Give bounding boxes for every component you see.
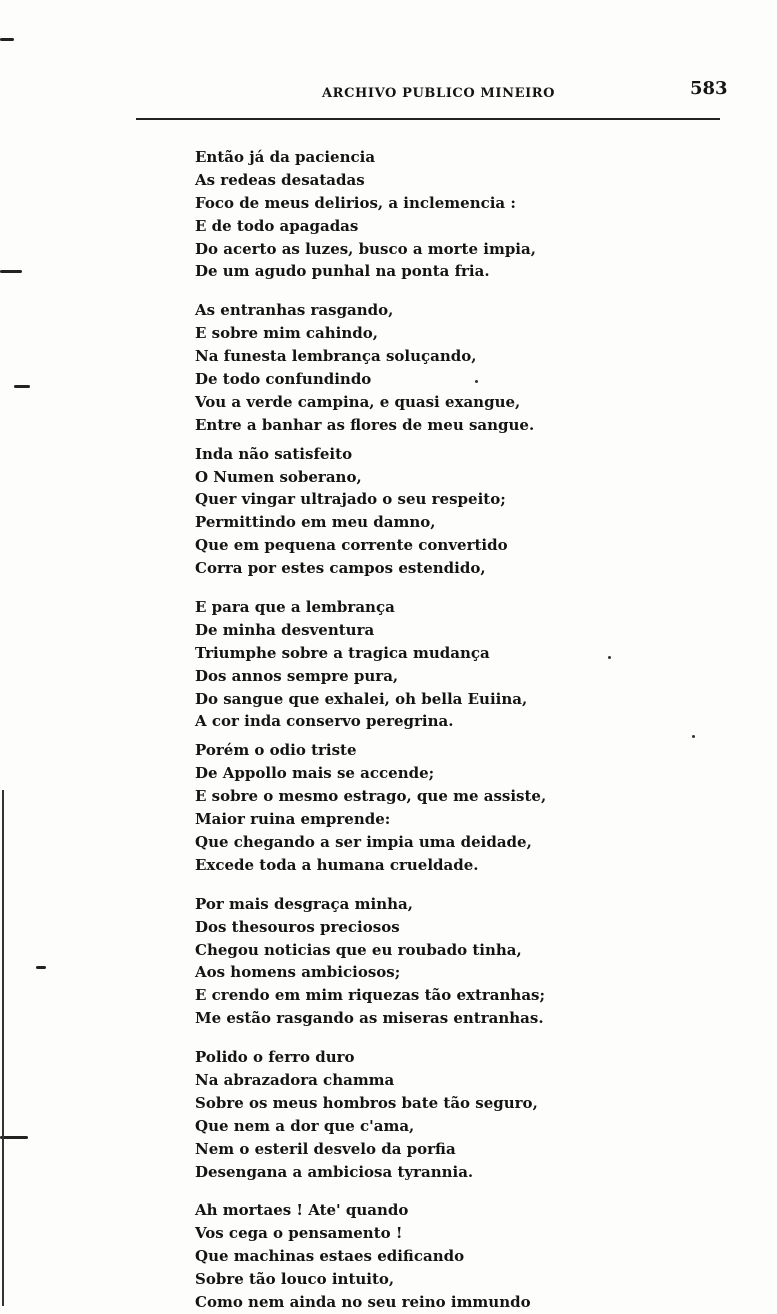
margin-artifact xyxy=(0,1136,28,1139)
verse-line: Na funesta lembrança soluçando, xyxy=(195,347,477,366)
verse-line: Então já da paciencia xyxy=(195,148,376,166)
verse-line: E sobre mim cahindo, xyxy=(195,324,379,343)
verse-line: Entre a banhar as flores de meu sangue. xyxy=(195,415,535,434)
stanza xyxy=(195,596,735,733)
verse-line: Que chegando a ser impia uma deidade, xyxy=(195,832,532,851)
verse-line: Que machinas estaes edificando xyxy=(195,1247,465,1266)
margin-artifact xyxy=(0,270,22,273)
verse-line: Porém o odio triste xyxy=(195,741,357,760)
verse-line: Me estão rasgando as miseras entranhas. xyxy=(195,1009,544,1028)
verse-line: Na abrazadora chamma xyxy=(195,1070,395,1089)
stanza xyxy=(195,146,735,283)
verse-line: De minha desventura xyxy=(195,620,375,639)
verse-line: Desengana a ambiciosa tyrannia. xyxy=(195,1162,474,1181)
verse-line: Do acerto as luzes, busco a morte impia, xyxy=(195,239,536,258)
verse-line: Sobre os meus hombros bate tão seguro, xyxy=(195,1093,538,1112)
stanza xyxy=(195,1046,735,1183)
stanza xyxy=(195,893,735,1030)
verse-line: Triumphe sobre a tragica mudança xyxy=(195,643,490,662)
margin-artifact xyxy=(14,385,30,388)
verse-line: De Appollo mais se accende; xyxy=(195,764,435,783)
verse-line: Do sangue que exhalei, oh bella Euiina, xyxy=(195,689,528,708)
page-number: 583 xyxy=(690,78,728,99)
verse-line: Sobre tão louco intuito, xyxy=(195,1270,395,1289)
verse-line: Excede toda a humana crueldade. xyxy=(195,855,479,874)
header-rule xyxy=(136,118,720,120)
stanza xyxy=(195,739,735,876)
verse-line: O Numen soberano, xyxy=(195,467,362,486)
verse-line: Como nem ainda no seu reino immundo xyxy=(195,1292,531,1311)
verse-line: E crendo em mim riquezas tão extranhas; xyxy=(195,986,546,1005)
margin-artifact xyxy=(36,966,46,969)
verse-line: Foco de meus delirios, a inclemencia : xyxy=(195,193,516,212)
verse-line: Polido o ferro duro xyxy=(195,1048,355,1067)
verse-line: Permittindo em meu damno, xyxy=(195,513,436,532)
stanza xyxy=(195,299,735,436)
verse-line: Nem o esteril desvelo da porfia xyxy=(195,1139,456,1158)
verse-line: E de todo apagadas xyxy=(195,216,359,235)
verse-line: A cor inda conservo peregrina. xyxy=(195,712,454,731)
verse-line: Corra por estes campos estendido, xyxy=(195,559,486,578)
verse-line: Que em pequena corrente convertido xyxy=(195,536,508,555)
verse-line: E sobre o mesmo estrago, que me assiste, xyxy=(195,787,547,806)
verse-line: Ah mortaes ! Ate' quando xyxy=(195,1201,409,1220)
verse-line: Que nem a dor que c'ama, xyxy=(195,1116,415,1135)
verse-line: De um agudo punhal na ponta fria. xyxy=(195,262,490,281)
verse-line: Vou a verde campina, e quasi exangue, xyxy=(195,392,521,411)
verse-line: Dos thesouros preciosos xyxy=(195,917,400,936)
verse-line: De todo confundindo xyxy=(195,370,372,389)
verse-line: Quer vingar ultrajado o seu respeito; xyxy=(195,490,506,509)
margin-artifact xyxy=(2,790,4,1306)
poem-body xyxy=(195,146,735,1314)
verse-line: As redeas desatadas xyxy=(195,170,365,189)
verse-line: Aos homens ambiciosos; xyxy=(195,963,401,982)
verse-line: Maior ruina emprende: xyxy=(195,810,391,829)
verse-line: Inda não satisfeito xyxy=(195,444,353,463)
running-head: ARCHIVO PUBLICO MINEIRO xyxy=(322,86,556,101)
stanza xyxy=(195,443,735,580)
verse-line: As entranhas rasgando, xyxy=(195,301,394,320)
verse-line: Chegou noticias que eu roubado tinha, xyxy=(195,940,522,959)
margin-artifact xyxy=(0,38,14,41)
verse-line: Vos cega o pensamento ! xyxy=(195,1224,403,1243)
verse-line: Por mais desgraça minha, xyxy=(195,894,413,913)
verse-line: E para que a lembrança xyxy=(195,598,395,617)
verse-line: Dos annos sempre pura, xyxy=(195,666,399,685)
stanza xyxy=(195,1199,735,1313)
